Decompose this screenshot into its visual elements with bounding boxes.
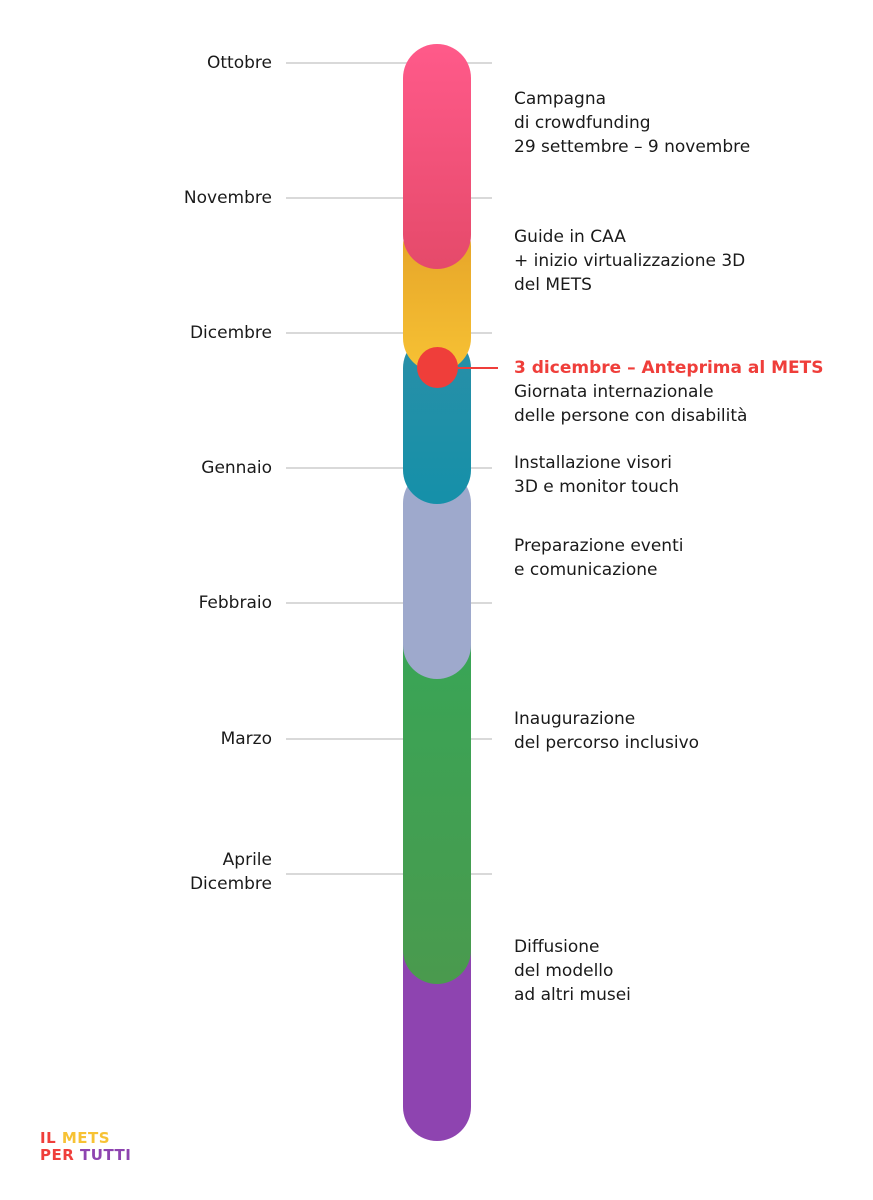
highlight-dot	[417, 347, 458, 388]
month-label-novembre: Novembre	[183, 188, 272, 208]
highlight-line-1: Giornata internazionale	[514, 382, 714, 402]
month-label-febbraio: Febbraio	[198, 593, 272, 613]
phase-bar-crowdfunding	[403, 44, 471, 269]
logo-tutti: TUTTI	[80, 1146, 132, 1164]
month-label-gennaio: Gennaio	[201, 458, 272, 478]
logo-mets: METS	[61, 1129, 111, 1147]
phase-text-diffusione: Diffusione del modello ad altri musei	[514, 937, 631, 1005]
logo-per: PER	[40, 1146, 75, 1164]
logo-il: IL	[40, 1129, 57, 1147]
highlight-title: 3 dicembre – Anteprima al METS	[514, 358, 824, 378]
phase-text-inaugurazione: Inaugurazione del percorso inclusivo	[514, 709, 700, 753]
highlight-block	[514, 356, 823, 428]
month-label-marzo: Marzo	[220, 729, 272, 749]
highlight-line-2: delle persone con disabilità	[514, 406, 748, 426]
month-label-dicembre: Dicembre	[189, 323, 272, 343]
phase-text-installazione: Installazione visori 3D e monitor touch	[514, 453, 680, 497]
phase-text-preparazione: Preparazione eventi e comunicazione	[514, 536, 684, 580]
phase-text-crowdfunding: Campagna di crowdfunding 29 settembre – 9 novembre	[514, 89, 751, 157]
month-label-ottobre: Ottobre	[207, 53, 272, 73]
phase-text-guide-caa: Guide in CAA + inizio virtualizzazione 3D del METS	[514, 227, 746, 295]
il-mets-per-tutti-logo	[40, 1130, 131, 1164]
month-label-aprile-dicembre: Aprile Dicembre	[189, 850, 272, 894]
highlight-connector	[458, 367, 498, 369]
